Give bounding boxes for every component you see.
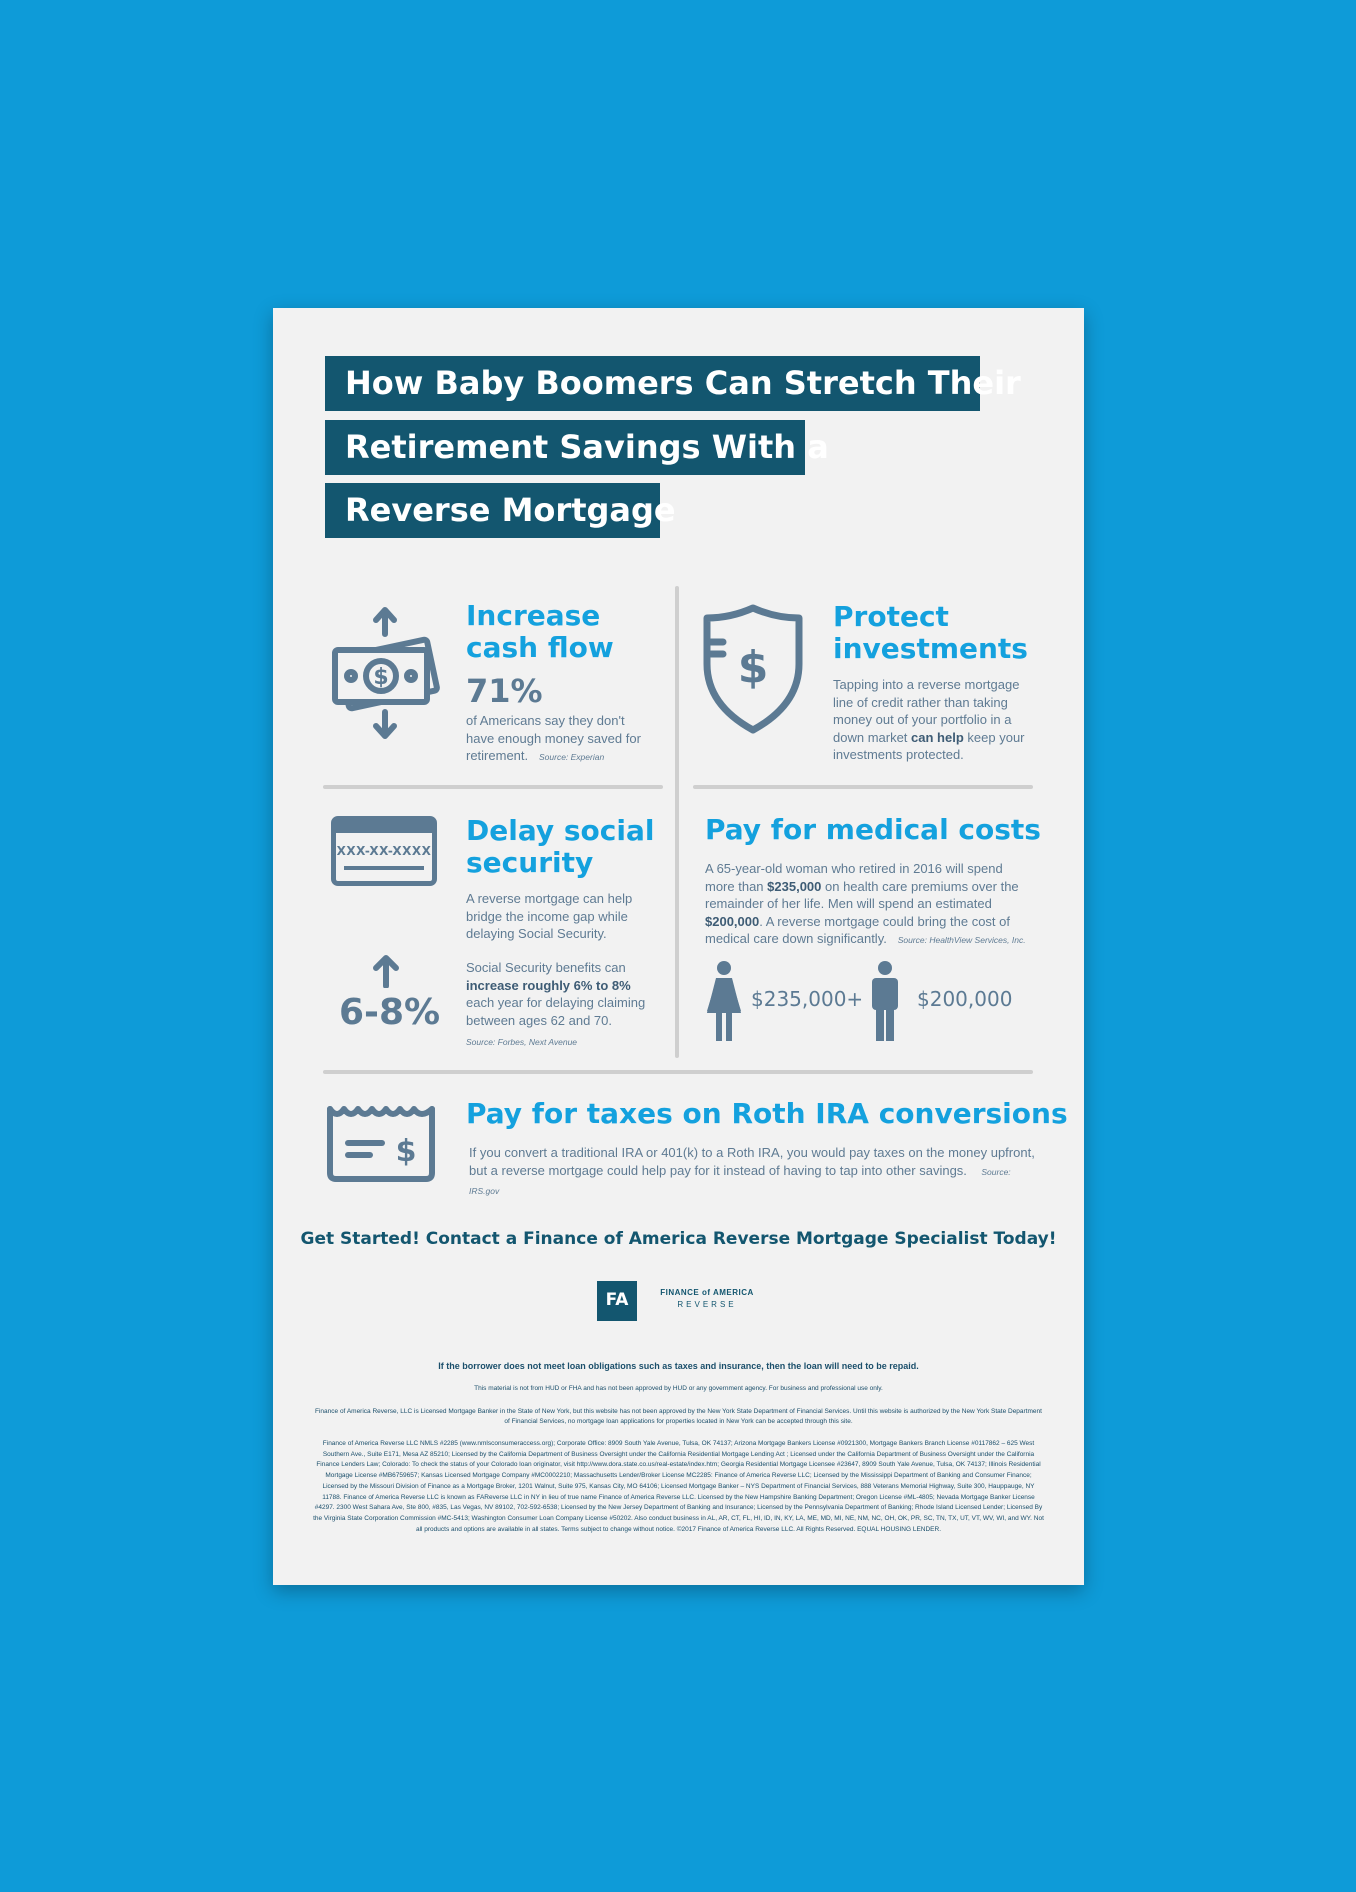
medical-text-b: on health care premiums over the remainder of her life. Men will spend an estimated <box>705 878 1019 911</box>
taxes-source: Source: IRS.gov <box>469 1166 1011 1196</box>
cash-flow-heading <box>466 600 614 664</box>
horizontal-divider-right <box>693 785 1033 789</box>
social-security-heading-line1: Delay social <box>466 814 655 847</box>
woman-icon <box>705 961 743 1043</box>
social-security-card-icon <box>331 816 437 886</box>
taxes-body: If you convert a traditional IRA or 401(k) to a Roth IRA, you would pay taxes on the money upfront, but a reverse mortgage could help pay for it instead of having to tap into other savings. <box>469 1145 1035 1178</box>
taxes-text <box>469 1144 1039 1201</box>
ss-text2-bold: increase roughly 6% to 8% <box>466 977 631 993</box>
cash-flow-body: of Americans say they don't have enough money saved for retirement. <box>466 713 641 763</box>
shield-dollar-icon <box>701 602 805 736</box>
man-amount: $200,000 <box>917 987 1013 1011</box>
protect-text <box>833 676 1028 764</box>
man-icon <box>869 961 901 1043</box>
title-line-3: Reverse Mortgage <box>325 483 660 538</box>
horizontal-divider-left <box>323 785 663 789</box>
social-security-text: A reverse mortgage can help bridge the income gap while delaying Social Security. <box>466 891 633 941</box>
arrow-up-icon <box>373 954 399 988</box>
svg-text:$: $ <box>395 1134 417 1169</box>
ss-text2-a: Social Security benefits can <box>466 960 626 975</box>
disclaimer-repay: If the borrower does not meet loan obligations such as taxes and insurance, then the loan will need to be repaid. <box>438 1361 919 1371</box>
cash-flow-text <box>466 712 651 767</box>
cash-flow-heading-line1: Increase <box>466 599 601 632</box>
fa-logo-letters: FA <box>605 1290 629 1310</box>
vertical-divider <box>675 586 679 1058</box>
social-security-text2 <box>466 959 651 1029</box>
medical-text <box>705 860 1035 950</box>
horizontal-divider-full <box>323 1070 1033 1074</box>
protect-heading-line1: Protect <box>833 600 949 633</box>
title-line-2: Retirement Savings With a <box>325 420 805 475</box>
social-security-heading-line2: security <box>466 846 594 879</box>
medical-bold-a: $235,000 <box>767 878 822 894</box>
disclaimer-ny: Finance of America Reverse, LLC is Licensed Mortgage Banker in the State of New York, but this website has not been approved by the New York State Department of Financial Services. Until this website is authorized by the New York State Department of Financial Services, no mortgage loan applications for properties located in New York can be accepted through this site. <box>315 1408 1042 1425</box>
medical-source: Source: HealthView Services, Inc. <box>897 935 1026 945</box>
protect-heading-line2: investments <box>833 632 1028 665</box>
medical-bold-b: $200,000 <box>705 913 760 929</box>
protect-text-b: keep your investments protected. <box>833 729 1025 762</box>
logo-line1: FINANCE of AMERICA <box>660 1288 754 1297</box>
svg-text:$: $ <box>373 665 389 690</box>
social-security-source: Source: Forbes, Next Avenue <box>466 1037 578 1047</box>
svg-text:$: $ <box>737 642 769 693</box>
social-security-stat: 6-8% <box>339 992 441 1033</box>
call-to-action: Get Started! Contact a Finance of America Reverse Mortgage Specialist Today! <box>300 1229 1057 1249</box>
protect-text-bold: can help <box>911 729 964 745</box>
cash-flow-source: Source: Experian <box>538 752 605 762</box>
fa-logo-text <box>647 1288 767 1309</box>
protect-heading <box>833 601 1028 665</box>
medical-text-c: . A reverse mortgage could bring the cost of medical care down significantly. <box>705 913 1010 946</box>
woman-amount: $235,000+ <box>751 987 864 1011</box>
taxes-heading: Pay for taxes on Roth IRA conversions <box>466 1097 1068 1130</box>
cash-icon <box>329 604 441 740</box>
medical-text-a: A 65-year-old woman who retired in 2016 will spend more than <box>705 861 1003 894</box>
poster <box>273 308 1084 1585</box>
medical-heading: Pay for medical costs <box>705 813 1041 846</box>
disclaimer-hud: This material is not from HUD or FHA and has not been approved by HUD or any government agency. For business and professional use only. <box>474 1385 883 1392</box>
title-line-1: How Baby Boomers Can Stretch Their <box>325 356 980 411</box>
receipt-dollar-icon <box>326 1101 436 1183</box>
social-security-heading <box>466 815 654 879</box>
ss-text2-b: each year for delaying claiming between ages 62 and 70. <box>466 995 646 1028</box>
card-number: XXX-XX-XXXX <box>336 844 432 858</box>
cash-flow-stat: 71% <box>466 672 543 710</box>
protect-text-a: Tapping into a reverse mortgage line of credit rather than taking money out of your portfolio in a down market <box>833 677 1020 745</box>
fa-logo-mark <box>597 1281 637 1321</box>
cash-flow-heading-line2: cash flow <box>466 631 614 664</box>
disclaimer-licenses: Finance of America Reverse LLC NMLS #2285 (www.nmlsconsumeraccess.org); Corporate Office: 8909 South Yale Avenue, Tulsa, OK 74137; Arizona Mortgage Bankers License #0921300, Mortgage Bankers Branch License #0117862 – 625 West Southern Ave., Suite E171, Mesa AZ 85210; Licensed by the California Department of Business Oversight under the California Residential Mortgage Lending Act ; Licensed under the California Department of Business Oversight under the California Finance Lenders Law; Colorado: To check the status of your Colorado loan originator, visit http://www.dora.state.co.us/real-estate/index.htm; Georgia Residential Mortgage Licensee #23647, 8909 South Yale Avenue, Tulsa, OK 74137; Illinois Residential Mortgage License #MB6759657; Kansas Licensed Mortgage Company #MC0002210; Massachusetts Lender/Broker License MC2285: Finance of America Reverse LLC; Licensed by the Mississippi Department of Banking and Consumer Finance; Licensed by the Missouri Division of Finance as a Mortgage Broker, 1201 Walnut, Suite 975, Kansas City, MO 64106; Licensed Mortgage Banker – NYS Department of Financial Services, 888 Veterans Memorial Highway, Suite 300, Hauppauge, NY 11788. Finance of America Reverse LLC is known as FAReverse LLC in NY in lieu of true name Finance of America Reverse LLC. Licensed by the New Hampshire Banking Department; Oregon License #ML-4805; Nevada Mortgage Banker License #4297. 2300 West Sahara Ave, Ste 800, #835, Las Vegas, NV 89102, 702-592-6538; Licensed by the New Jersey Department of Banking and Insurance; Licensed by the Pennsylvania Department of Banking; Rhode Island Licensed Lender; Licensed By the Virginia State Corporation Commission #MC-5413; Washington Consumer Loan Company License #50202. Also conduct business in AL, AR, CT, FL, HI, ID, IN, KY, LA, ME, MD, MI, NE, NM, NC, OH, OK, PR, SC, TN, TX, UT, VT, WV, WI, and WY. Not all products and options are available in all states. Terms subject to change without notice. ©2017 Finance of America Reverse LLC. All Rights Reserved. EQUAL HOUSING LENDER. <box>313 1440 1044 1533</box>
logo-line2: REVERSE <box>677 1300 737 1309</box>
